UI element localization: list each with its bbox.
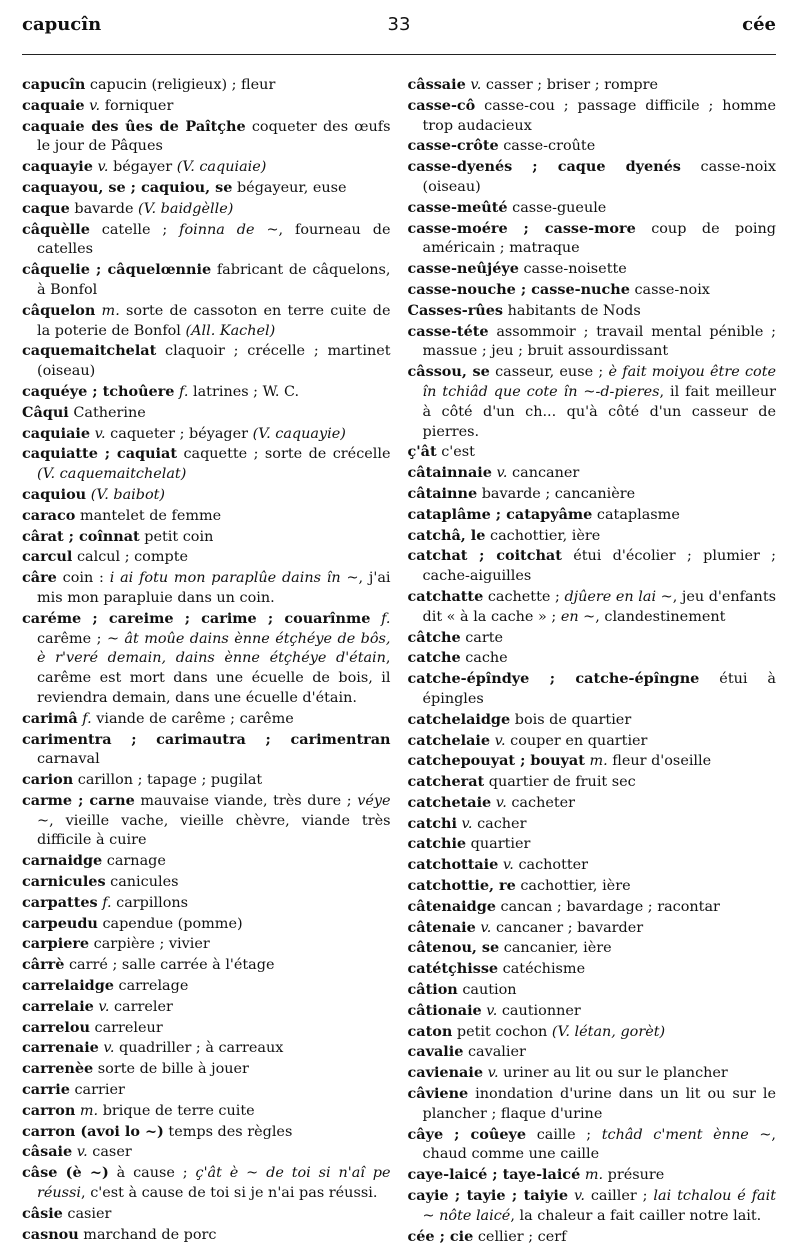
entry-headword: cayie ; tayie ; taiyie xyxy=(407,1187,569,1205)
entry-definition: cancan ; bavardage ; racontar xyxy=(500,898,720,915)
entry-definition: v. cancaner xyxy=(496,465,580,482)
entry-definition: Catherine xyxy=(73,404,146,421)
entry-definition: mauvaise viande, très dure ; véye ~, vieille vache, vieille chèvre, viande très difficile à cuire xyxy=(37,792,391,849)
entry-headword: catchi xyxy=(407,814,457,832)
entry-headword: caye-laicé ; taye-laicé xyxy=(407,1166,581,1184)
dictionary-entry xyxy=(22,199,391,220)
entry-definition: catéchisme xyxy=(502,961,586,978)
dictionary-entry xyxy=(408,463,777,484)
dictionary-entry xyxy=(408,855,777,876)
entry-headword: casnou xyxy=(22,1225,79,1243)
entry-headword: caquaie des ûes de Paîtçhe xyxy=(22,117,246,135)
entry-headword: câye ; coûeye xyxy=(407,1125,527,1143)
page-number: 33 xyxy=(387,14,411,35)
entry-headword: casse-téte xyxy=(407,322,489,340)
entry-definition: m. brique de terre cuite xyxy=(79,1102,255,1119)
dictionary-entry xyxy=(22,117,391,158)
dictionary-entry xyxy=(22,1101,391,1122)
entry-definition: f. latrines ; W. C. xyxy=(179,383,300,400)
dictionary-entry xyxy=(22,178,391,199)
entry-headword: catchelaidge xyxy=(407,710,511,728)
entry-headword: carrelou xyxy=(22,1018,90,1036)
entry-definition: fabricant de câquelons, à Bonfol xyxy=(37,262,391,298)
entry-headword: capucîn xyxy=(22,76,86,93)
dictionary-entry xyxy=(408,1165,777,1186)
entry-headword: caton xyxy=(407,1022,453,1040)
entry-headword: câssou, se xyxy=(407,363,490,381)
dictionary-entry xyxy=(408,526,777,547)
entry-definition: carreleur xyxy=(94,1019,163,1036)
entry-headword: casse-cô xyxy=(407,96,476,114)
entry-headword: carrenaie xyxy=(22,1039,99,1057)
entry-definition: m. présure xyxy=(584,1167,665,1184)
entry-definition: coup de poing américain ; matraque xyxy=(422,220,777,257)
entry-headword: câtainne xyxy=(407,484,478,502)
columns xyxy=(22,75,776,1247)
entry-headword: carron (avoi lo ~) xyxy=(22,1122,164,1140)
dictionary-entry xyxy=(22,301,391,342)
dictionary-entry xyxy=(408,75,777,96)
entry-definition: carte xyxy=(465,629,504,646)
entry-headword: carpattes xyxy=(22,893,98,911)
entry-definition: caquette ; sorte de crécelle (V. caquemaitchelat) xyxy=(37,446,391,483)
dictionary-entry xyxy=(408,628,777,649)
entry-headword: carrelaidge xyxy=(22,977,114,995)
entry-definition: bavarde ; cancanière xyxy=(481,485,636,502)
entry-headword: carcul xyxy=(22,548,73,566)
entry-headword: cavienaie xyxy=(407,1064,483,1082)
entry-headword: cavalie xyxy=(407,1043,464,1061)
dictionary-entry xyxy=(408,897,777,918)
left-column xyxy=(22,75,391,1247)
entry-definition: quartier xyxy=(470,836,531,853)
entry-headword: catchâ, le xyxy=(407,526,486,544)
dictionary-entry xyxy=(22,1018,391,1039)
entry-definition: (V. baibot) xyxy=(90,486,166,503)
dictionary-entry xyxy=(408,793,777,814)
entry-definition: f. carpillons xyxy=(102,894,189,911)
dictionary-entry xyxy=(408,362,777,442)
dictionary-entry xyxy=(22,730,391,771)
entry-definition: cavalier xyxy=(467,1044,526,1061)
right-column xyxy=(408,75,777,1247)
dictionary-entry xyxy=(22,1080,391,1101)
entry-definition: calcul ; compte xyxy=(76,549,189,566)
entry-definition: temps des règles xyxy=(168,1123,293,1140)
entry-headword: carron xyxy=(22,1101,76,1119)
entry-headword: carion xyxy=(22,771,74,789)
entry-definition: bois de quartier xyxy=(514,711,632,728)
dictionary-entry xyxy=(22,997,391,1018)
entry-headword: câsaie xyxy=(22,1143,73,1161)
entry-definition: carnaval xyxy=(37,751,100,768)
entry-headword: câtion xyxy=(407,981,458,999)
entry-definition: v. quadriller ; à carreaux xyxy=(103,1040,284,1057)
dictionary-entry xyxy=(22,1038,391,1059)
dictionary-entry xyxy=(408,484,777,505)
entry-headword: catchetaie xyxy=(407,793,492,811)
entry-definition: v. caser xyxy=(76,1144,132,1161)
entry-definition: carillon ; tapage ; pugilat xyxy=(77,772,263,789)
entry-definition: bégayeur, euse xyxy=(236,179,347,196)
entry-headword: caquiou xyxy=(22,485,87,503)
dictionary-entry xyxy=(22,403,391,424)
entry-headword: carrenèe xyxy=(22,1060,94,1078)
header-last-word: cée xyxy=(742,14,776,35)
entry-definition: petit cochon (V. létan, gorèt) xyxy=(456,1023,666,1040)
entry-headword: cée ; cie xyxy=(407,1227,474,1245)
dictionary-entry xyxy=(408,834,777,855)
dictionary-entry xyxy=(408,669,777,710)
entry-definition: cataplasme xyxy=(596,506,680,523)
entry-headword: câtenaidge xyxy=(407,897,496,915)
dictionary-entry xyxy=(22,506,391,527)
entry-headword: caraco xyxy=(22,506,76,524)
entry-headword: catétçhisse xyxy=(407,960,499,978)
dictionary-entry xyxy=(22,260,391,301)
entry-definition: carrelage xyxy=(118,978,189,995)
entry-headword: caquayou, se ; caquiou, se xyxy=(22,178,233,196)
dictionary-entry xyxy=(22,444,391,485)
entry-definition: v. cacher xyxy=(461,815,527,832)
entry-headword: carrelaie xyxy=(22,997,94,1015)
entry-headword: câquèlle xyxy=(22,220,90,238)
dictionary-entry xyxy=(22,220,391,261)
entry-definition: v. couper en quartier xyxy=(494,732,648,749)
entry-definition: v. uriner au lit ou sur le plancher xyxy=(487,1065,728,1082)
entry-headword: câtenou, se xyxy=(407,939,500,957)
entry-headword: câquelie ; câquelœnnie xyxy=(22,261,212,279)
entry-headword: Câqui xyxy=(22,403,69,421)
entry-headword: câtainnaie xyxy=(407,464,492,482)
entry-headword: caquéye ; tchoûere xyxy=(22,382,175,400)
entry-definition: catelle ; foinna de ~, fourneau de catelles xyxy=(37,221,391,258)
entry-headword: caquayie xyxy=(22,158,93,176)
entry-definition: bavarde (V. baidgèlle) xyxy=(74,200,234,217)
dictionary-entry xyxy=(408,710,777,731)
entry-headword: catchat ; coitchat xyxy=(407,547,562,565)
dictionary-entry xyxy=(408,136,777,157)
dictionary-entry xyxy=(408,772,777,793)
entry-headword: catchie xyxy=(407,835,467,853)
entry-definition: casse-cou ; passage difficile ; homme trop audacieux xyxy=(422,97,776,134)
dictionary-entry xyxy=(22,914,391,935)
entry-headword: caquemaitchelat xyxy=(22,342,157,360)
header-first-word: capucîn xyxy=(22,14,102,35)
entry-definition: caille ; tchâd c'ment ènne ~, chaud comme une caille xyxy=(422,1126,776,1163)
entry-definition: v. cacheter xyxy=(495,794,576,811)
entry-definition: capucin (religieux) ; fleur xyxy=(89,77,276,93)
entry-definition: f. carême ; ~ ât moûe dains ènne étçhéye de bôs, è r'veré demain, dains ènne étçhéye d'étain, carême est mort dans une écuelle de bois, il reviendra demain, dans une écuelle d'étain. xyxy=(37,610,391,706)
entry-definition: caution xyxy=(462,982,517,999)
entry-headword: câtche xyxy=(407,628,461,646)
entry-headword: casse-moére ; casse-more xyxy=(407,219,636,237)
entry-headword: catchelaie xyxy=(407,731,491,749)
entry-definition: m. sorte de cassoton en terre cuite de la poterie de Bonfol (All. Kachel) xyxy=(37,302,391,339)
entry-definition: cachottier, ière xyxy=(520,878,631,895)
entry-headword: caquiaie xyxy=(22,424,91,442)
dictionary-entry xyxy=(22,382,391,403)
entry-definition: quartier de fruit sec xyxy=(488,774,636,791)
entry-headword: casse-dyenés ; caque dyenés xyxy=(407,158,681,176)
entry-definition: casse-noisette xyxy=(523,261,627,278)
entry-headword: catcherat xyxy=(407,773,485,791)
entry-definition: v. casser ; briser ; rompre xyxy=(470,77,658,93)
entry-definition: c'est xyxy=(441,444,475,461)
entry-definition: cachette ; djûere en lai ~, jeu d'enfants dit « à la cache » ; en ~, clandestinement xyxy=(422,588,776,625)
entry-definition: petit coin xyxy=(144,528,214,545)
entry-definition: habitants de Nods xyxy=(507,302,641,319)
dictionary-entry xyxy=(22,1204,391,1225)
entry-headword: carnicules xyxy=(22,873,106,891)
entry-definition: cancanier, ière xyxy=(503,940,612,957)
dictionary-entry xyxy=(408,1001,777,1022)
entry-headword: carme ; carne xyxy=(22,791,135,809)
entry-headword: câsie xyxy=(22,1204,63,1222)
dictionary-entry xyxy=(408,1063,777,1084)
entry-definition: carpière ; vivier xyxy=(93,936,210,953)
dictionary-entry xyxy=(22,1142,391,1163)
entry-headword: catchatte xyxy=(407,587,484,605)
entry-headword: catche xyxy=(407,649,461,667)
entry-headword: Casses-rûes xyxy=(407,301,504,319)
entry-headword: carimentra ; carimautra ; carimentran xyxy=(22,730,391,748)
dictionary-entry xyxy=(408,980,777,1001)
dictionary-entry xyxy=(408,814,777,835)
entry-headword: câviene xyxy=(407,1085,469,1103)
dictionary-entry xyxy=(22,609,391,709)
dictionary-entry xyxy=(22,976,391,997)
dictionary-entry xyxy=(408,731,777,752)
dictionary-entry xyxy=(408,1186,777,1227)
dictionary-entry xyxy=(22,1225,391,1246)
dictionary-entry xyxy=(408,301,777,322)
entry-definition: cache xyxy=(465,650,508,667)
dictionary-entry xyxy=(408,96,777,137)
entry-definition: marchand de porc xyxy=(83,1226,217,1243)
entry-definition: m. fleur d'oseille xyxy=(589,753,712,770)
dictionary-entry xyxy=(408,219,777,260)
entry-headword: ç'ât xyxy=(407,443,437,461)
entry-headword: casse-meûté xyxy=(407,198,508,216)
entry-headword: cârrè xyxy=(22,956,65,974)
dictionary-entry xyxy=(408,198,777,219)
entry-definition: v. carreler xyxy=(98,998,173,1015)
entry-headword: carimâ xyxy=(22,709,78,727)
entry-definition: mantelet de femme xyxy=(79,507,222,524)
dictionary-entry xyxy=(408,959,777,980)
entry-headword: câssaie xyxy=(407,76,466,93)
dictionary-entry xyxy=(408,938,777,959)
entry-definition: coqueter des œufs le jour de Pâques xyxy=(37,118,391,155)
entry-definition: claquoir ; crécelle ; martinet (oiseau) xyxy=(37,343,391,380)
entry-definition: capendue (pomme) xyxy=(102,915,243,932)
entry-headword: câtionaie xyxy=(407,1001,482,1019)
dictionary-entry xyxy=(408,1084,777,1125)
dictionary-entry xyxy=(22,424,391,445)
entry-definition: v. cailler ; lai tchalou é fait ~ nôte laicé, la chaleur a fait cailler notre lait. xyxy=(422,1188,777,1224)
entry-definition: v. cachotter xyxy=(502,857,589,874)
dictionary-entry xyxy=(408,587,777,628)
entry-headword: câre xyxy=(22,569,57,587)
dictionary-entry xyxy=(22,75,391,96)
dictionary-entry xyxy=(22,485,391,506)
dictionary-entry xyxy=(408,442,777,463)
dictionary-entry xyxy=(408,1227,777,1248)
dictionary-entry xyxy=(22,770,391,791)
entry-definition: casse-noix xyxy=(634,281,710,298)
dictionary-entry xyxy=(408,157,777,198)
dictionary-entry xyxy=(22,791,391,851)
dictionary-entry xyxy=(408,648,777,669)
dictionary-entry xyxy=(22,1163,391,1204)
entry-definition: v. caqueter ; béyager (V. caquayie) xyxy=(94,425,346,442)
dictionary-entry xyxy=(22,157,391,178)
dictionary-entry xyxy=(408,505,777,526)
entry-headword: carrie xyxy=(22,1081,70,1099)
dictionary-entry xyxy=(22,96,391,117)
entry-headword: caréme ; careime ; carime ; couarînme xyxy=(22,609,371,627)
dictionary-entry xyxy=(408,280,777,301)
entry-definition: carrier xyxy=(74,1082,125,1099)
entry-definition: v. forniquer xyxy=(89,97,174,114)
entry-headword: catchottie, re xyxy=(407,877,516,895)
entry-headword: caquaie xyxy=(22,96,85,114)
dictionary-entry xyxy=(22,934,391,955)
entry-headword: cataplâme ; catapyâme xyxy=(407,505,593,523)
entry-headword: caque xyxy=(22,199,70,217)
dictionary-entry xyxy=(408,751,777,772)
entry-definition: v. bégayer (V. caquiaie) xyxy=(97,159,267,176)
entry-definition: inondation d'urine dans un lit ou sur le plancher ; flaque d'urine xyxy=(422,1086,777,1122)
dictionary-entry xyxy=(22,1059,391,1080)
entry-headword: carpiere xyxy=(22,935,90,953)
dictionary-entry xyxy=(22,955,391,976)
entry-definition: canicules xyxy=(110,874,179,891)
dictionary-entry xyxy=(408,259,777,280)
entry-definition: casse-noix (oiseau) xyxy=(422,159,776,195)
dictionary-entry xyxy=(408,322,777,363)
dictionary-entry xyxy=(408,1125,777,1166)
dictionary-entry xyxy=(22,568,391,609)
entry-definition: sorte de bille à jouer xyxy=(97,1061,249,1078)
dictionary-entry xyxy=(408,918,777,939)
dictionary-entry xyxy=(22,893,391,914)
entry-definition: cachottier, ière xyxy=(490,527,601,544)
entry-definition: f. viande de carême ; carême xyxy=(82,710,294,727)
entry-definition: carnage xyxy=(106,853,166,870)
entry-headword: câquelon xyxy=(22,301,96,319)
entry-headword: casse-crôte xyxy=(407,137,499,155)
entry-definition: casse-gueule xyxy=(512,199,607,216)
entry-headword: câtenaie xyxy=(407,918,476,936)
entry-headword: caquiatte ; caquiat xyxy=(22,445,177,463)
dictionary-entry xyxy=(408,1042,777,1063)
dictionary-entry xyxy=(408,546,777,587)
entry-definition: assommoir ; travail mental pénible ; massue ; jeu ; bruit assourdissant xyxy=(422,323,776,360)
entry-headword: carpeudu xyxy=(22,914,98,932)
entry-definition: v. cautionner xyxy=(486,1002,581,1019)
dictionary-entry xyxy=(22,1122,391,1143)
dictionary-entry xyxy=(22,547,391,568)
running-header xyxy=(22,14,776,55)
entry-definition: étui à épingles xyxy=(422,671,777,707)
entry-definition: casier xyxy=(67,1205,112,1222)
entry-headword: carnaidge xyxy=(22,852,103,870)
dictionary-entry xyxy=(22,872,391,893)
entry-headword: catchottaie xyxy=(407,856,499,874)
dictionary-entry xyxy=(22,341,391,382)
entry-headword: câse (è ~) xyxy=(22,1164,109,1182)
entry-definition: coin : i ai fotu mon paraplûe dains în ~, j'ai mis mon parapluie dans un coin. xyxy=(37,570,391,606)
entry-definition: carré ; salle carrée à l'étage xyxy=(68,957,275,974)
entry-headword: catche-épîndye ; catche-épîngne xyxy=(407,670,700,688)
dictionary-entry xyxy=(22,709,391,730)
entry-headword: catchepouyat ; bouyat xyxy=(407,752,585,770)
dictionary-entry xyxy=(22,527,391,548)
entry-headword: casse-neûjéye xyxy=(407,260,519,278)
dictionary-entry xyxy=(408,876,777,897)
entry-definition: cellier ; cerf xyxy=(477,1228,567,1245)
dictionary-entry xyxy=(22,851,391,872)
entry-definition: à cause ; ç'ât è ~ de toi si n'aî pe réussi, c'est à cause de toi si je n'ai pas réussi. xyxy=(37,1165,391,1202)
entry-definition: casse-croûte xyxy=(503,138,596,155)
dictionary-entry xyxy=(408,1022,777,1043)
entry-definition: casseur, euse ; è fait moiyou être cote în tchiâd que cote în ~-d-pieres, il fait meilleur à côté d'un ch... qu'à côté d'un casseur de pierres. xyxy=(422,364,777,440)
entry-headword: casse-nouche ; casse-nuche xyxy=(407,280,630,298)
entry-headword: cârat ; coînnat xyxy=(22,527,140,545)
entry-definition: étui d'écolier ; plumier ; cache-aiguilles xyxy=(422,548,777,585)
entry-definition: v. cancaner ; bavarder xyxy=(480,919,644,936)
